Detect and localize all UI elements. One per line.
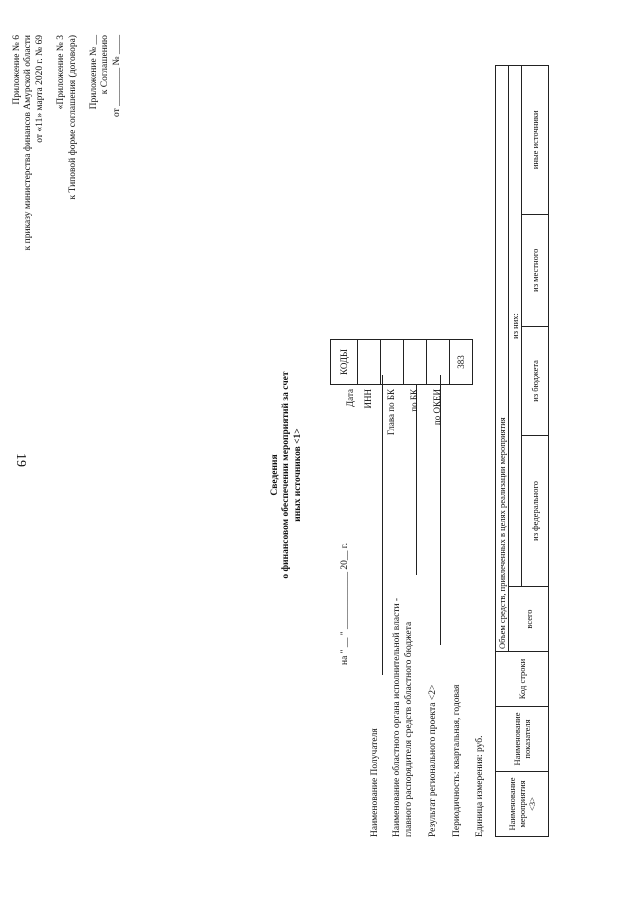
appendix-line: от «11» марта 2020 г. № 69: [34, 35, 45, 143]
title-line: Сведения: [270, 454, 280, 496]
header-regional: из бюджета: [522, 326, 549, 435]
header-local: из местного: [522, 214, 549, 326]
header-funding-volume: Объем средств, привлеченных в целях реализации мероприятия: [496, 66, 509, 652]
header-indicator: Наименование показателя: [496, 707, 549, 772]
code-cell-date: [358, 340, 381, 385]
code-cell-head: [404, 340, 427, 385]
date-line: на " __ " ____________ 20__ г.: [340, 542, 350, 665]
appendix-line: к Типовой форме соглашения (договора): [67, 35, 78, 200]
header-total: всего: [509, 587, 549, 652]
header-other: иные источники: [522, 66, 549, 215]
title-line: иных источников <1>: [292, 428, 303, 522]
codes-header: КОДЫ: [331, 340, 358, 385]
appendix-block: [12, 35, 123, 455]
appendix-line: от ________ № ____: [111, 35, 122, 117]
appendix-line: Приложение № 6: [12, 35, 22, 105]
code-cell-bk: [427, 340, 450, 385]
appendix-line: к приказу министерства финансов Амурской области: [23, 35, 34, 251]
funding-table: [495, 65, 549, 837]
code-label-inn: ИНН: [363, 389, 373, 409]
appendix-line: к Соглашению: [100, 35, 111, 95]
appendix-line: «Приложение № 3: [56, 35, 67, 110]
header-line-code: Код строки: [496, 652, 549, 707]
page-number: 19: [13, 453, 28, 467]
codes-table: [330, 339, 473, 385]
code-cell-okei: 383: [450, 340, 473, 385]
code-label-date: Дата: [345, 389, 355, 407]
code-label-bk: по БК: [409, 389, 419, 412]
appendix-line: Приложение № __: [88, 35, 99, 110]
authority-label-1: Наименование областного органа исполнительной власти -: [392, 597, 402, 837]
header-of-which: из них:: [509, 66, 522, 587]
document-title: [270, 345, 304, 605]
unit-label: Единица измерения: руб.: [475, 735, 485, 837]
header-federal: из федерального: [522, 435, 549, 586]
result-label: Результат регионального проекта <2>: [428, 684, 438, 837]
recipient-label: Наименование Получателя: [370, 728, 380, 837]
header-activity: Наименование мероприятия <3>: [496, 772, 549, 837]
code-label-okei: по ОКЕИ: [432, 389, 442, 426]
authority-label-2: главного распорядителя средств областного бюджета: [404, 621, 414, 837]
periodicity-label: Периодичность: квартальная, годовая: [452, 684, 462, 837]
code-row-labels: [330, 389, 449, 465]
code-label-head: Глава по БК: [386, 389, 396, 436]
title-line: о финансовом обеспечении мероприятий за счет: [281, 371, 292, 579]
code-cell-inn: [381, 340, 404, 385]
